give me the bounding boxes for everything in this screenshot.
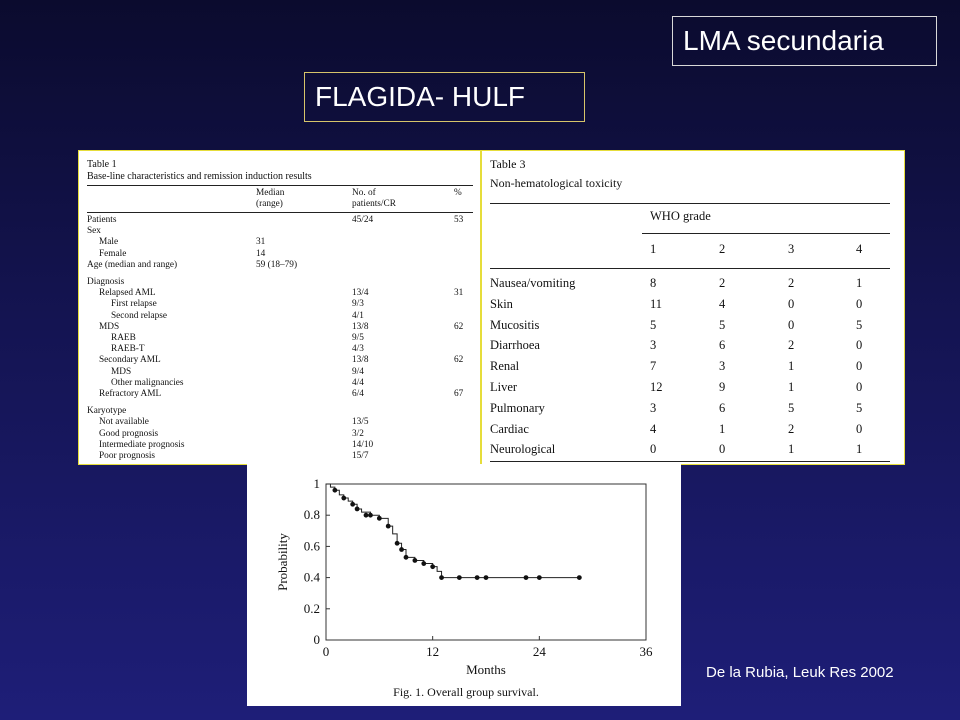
table3-cell-grade-1: 12 <box>650 380 663 394</box>
table3-row <box>482 439 906 460</box>
table1-cell-label: Second relapse <box>111 310 168 321</box>
censor-mark <box>377 516 382 521</box>
table1-cell-label: Male <box>99 237 119 248</box>
table3-cell-grade-1: 5 <box>650 317 657 332</box>
table3-cell-grade-3: 5 <box>788 400 795 415</box>
censor-mark <box>332 488 337 493</box>
table3-cell-grade-3: 0 <box>788 296 795 311</box>
table1-row <box>79 249 482 260</box>
chart-plot-frame <box>326 484 646 640</box>
citation: De la Rubia, Leuk Res 2002 <box>706 664 894 681</box>
table1-cell-no: 15/7 <box>352 451 369 461</box>
table3-cell-grade-3: 1 <box>788 442 795 457</box>
table3-row <box>482 419 906 440</box>
table1-row <box>79 299 482 310</box>
censor-mark <box>386 524 391 529</box>
censor-mark <box>421 561 426 566</box>
table1-caption: Table 1 <box>87 159 117 170</box>
table1-header-patients-cr: patients/CR <box>352 199 396 209</box>
table3-cell-grade-4: 0 <box>856 296 863 311</box>
table1-cell-no: 13/8 <box>352 355 369 366</box>
table1-cell-label: Not available <box>99 417 149 428</box>
table3-cell-label: Nausea/vomiting <box>490 276 576 290</box>
table1-cell-median: 31 <box>256 237 266 248</box>
table3-subcaption: Non-hematological toxicity <box>490 176 623 190</box>
slide-title-right <box>672 16 937 66</box>
table1-cell-label: Intermediate prognosis <box>99 439 185 450</box>
table3-cell-grade-1: 7 <box>650 359 657 374</box>
table1-row <box>79 260 482 271</box>
table1-cell-no: 4/1 <box>352 310 364 321</box>
table3-bottom-rule <box>490 461 890 462</box>
censor-mark <box>395 541 400 546</box>
table3-row <box>482 273 906 294</box>
table3-cell-label: Renal <box>490 359 520 374</box>
table1-header-median: Median <box>256 188 285 198</box>
table1-subcaption: Base-line characteristics and remission induction results <box>87 171 312 182</box>
table1-row <box>79 277 482 288</box>
table3-cell-grade-3: 1 <box>788 359 795 374</box>
table3-cell-grade-3: 2 <box>788 338 795 353</box>
table1-row <box>79 451 482 462</box>
y-tick-label: 0.4 <box>303 569 320 585</box>
table3-grade-header-row <box>482 239 906 260</box>
table1-row <box>79 215 482 226</box>
table3-cell-grade-4: 1 <box>856 442 863 457</box>
table1-cell-pct: 62 <box>454 355 464 366</box>
table1-row <box>79 417 482 428</box>
table1-cell-label: First relapse <box>111 299 157 310</box>
table3-grade-4: 4 <box>856 242 863 256</box>
table1-cell-no: 9/5 <box>352 333 364 343</box>
x-tick-label: 24 <box>532 644 546 659</box>
table3-cell-label: Pulmonary <box>490 400 545 415</box>
table1-cell-label: Good prognosis <box>99 428 159 439</box>
table1-cell-median: 59 (18–79) <box>256 259 298 270</box>
censor-mark <box>457 575 462 580</box>
table3-cell-grade-4: 0 <box>856 338 863 353</box>
table1-cell-label: Secondary AML <box>99 355 161 366</box>
table1-cell-label: Patients <box>87 215 117 225</box>
y-tick-label: 0.8 <box>303 507 320 523</box>
table3-group-rule <box>642 233 890 234</box>
table3-panel <box>481 150 905 465</box>
table3-cell-label: Diarrhoea <box>490 338 540 353</box>
censor-mark <box>412 558 417 563</box>
table3-cell-grade-1: 11 <box>650 296 663 311</box>
table1-row <box>79 406 482 417</box>
table1-row <box>79 226 482 237</box>
table3-row <box>482 356 906 377</box>
table1-cell-label: MDS <box>99 321 120 332</box>
table3-cell-grade-2: 9 <box>719 380 726 394</box>
x-tick-label: 36 <box>639 644 653 659</box>
table1-row <box>79 378 482 389</box>
table1-row <box>79 429 482 440</box>
table1-cell-label: Karyotype <box>87 406 127 417</box>
table3-cell-grade-3: 1 <box>788 380 795 394</box>
table3-cell-grade-1: 0 <box>650 442 657 457</box>
censor-mark <box>399 547 404 552</box>
table3-grade-3: 3 <box>788 242 795 256</box>
table1-header-row-2 <box>79 199 482 210</box>
table3-cell-grade-2: 0 <box>719 442 726 457</box>
table3-who-grade: WHO grade <box>650 209 711 223</box>
table3-cell-grade-1: 3 <box>650 400 657 415</box>
table3-cell-label: Skin <box>490 296 513 311</box>
y-tick-label: 0 <box>313 632 320 647</box>
x-axis-label: Months <box>466 662 506 677</box>
table1-cell-no: 6/4 <box>352 389 364 399</box>
table3-cell-grade-1: 8 <box>650 276 657 290</box>
table1-cell-pct: 31 <box>454 288 464 299</box>
table3-cell-grade-4: 1 <box>856 276 863 290</box>
table1-cell-no: 9/4 <box>352 366 364 377</box>
table1-cell-label: Other malignancies <box>111 377 184 388</box>
survival-chart <box>247 464 681 706</box>
table1-header-pct: % <box>454 188 462 198</box>
table3-cell-grade-1: 4 <box>650 421 657 436</box>
slide-title-center <box>304 72 585 122</box>
censor-mark <box>404 555 409 560</box>
table1-cell-label: Age (median and range) <box>87 259 178 270</box>
censor-mark <box>430 564 435 569</box>
table3-caption: Table 3 <box>490 157 526 171</box>
table1-cell-label: MDS <box>111 366 132 377</box>
table3-cell-grade-4: 5 <box>856 400 863 415</box>
table1-row <box>79 237 482 248</box>
table1-cell-pct: 67 <box>454 389 464 399</box>
table1-row <box>79 389 482 400</box>
table3-cell-grade-2: 4 <box>719 296 726 311</box>
table3-cell-label: Cardiac <box>490 421 529 436</box>
table1-cell-pct: 62 <box>454 321 464 332</box>
table1-row <box>79 440 482 451</box>
table3-cell-grade-4: 5 <box>856 317 863 332</box>
table1-cell-no: 14/10 <box>352 439 374 450</box>
table1-header-no: No. of <box>352 188 376 198</box>
table1-row <box>79 333 482 344</box>
table1-cell-label: Relapsed AML <box>99 288 156 299</box>
table1-cell-label: Diagnosis <box>87 277 125 287</box>
table3-grade-1: 1 <box>650 242 657 256</box>
survival-chart-panel <box>247 464 681 706</box>
y-tick-label: 0.6 <box>303 538 320 554</box>
table1-cell-label: Female <box>99 248 127 259</box>
table3-row <box>482 315 906 336</box>
censor-mark <box>368 513 373 518</box>
table3-row <box>482 335 906 356</box>
table1-cell-label: Poor prognosis <box>99 451 156 461</box>
table1-cell-no: 45/24 <box>352 215 374 225</box>
censor-mark <box>475 575 480 580</box>
table3-cell-grade-3: 0 <box>788 317 795 332</box>
table1-cell-label: RAEB <box>111 333 136 343</box>
y-tick-label: 1 <box>313 476 320 491</box>
table3-cell-grade-4: 0 <box>856 380 863 394</box>
table1-cell-no: 13/8 <box>352 321 369 332</box>
table1-row <box>79 355 482 366</box>
table1-row <box>79 344 482 355</box>
table1-cell-no: 13/5 <box>352 417 369 428</box>
table1-cell-no: 4/4 <box>352 377 364 388</box>
table3-cell-grade-2: 5 <box>719 317 726 332</box>
slide-title-center-text: FLAGIDA- HULF <box>315 81 526 112</box>
table3-top-rule <box>490 203 890 204</box>
table3-row <box>482 398 906 419</box>
y-axis-label: Probability <box>275 533 290 591</box>
table3-cell-label: Liver <box>490 380 518 394</box>
survival-step-line <box>326 484 579 578</box>
table3-cell-grade-2: 3 <box>719 359 726 374</box>
table1-cell-median: 14 <box>256 248 266 259</box>
table3-cell-label: Neurological <box>490 442 556 457</box>
table3-cell-grade-2: 6 <box>719 338 726 353</box>
table3-cell-grade-4: 0 <box>856 359 863 374</box>
table1-header-row-1 <box>79 188 482 199</box>
censor-mark <box>439 575 444 580</box>
table1-row <box>79 311 482 322</box>
table3-cell-grade-4: 0 <box>856 421 863 436</box>
table3-row <box>482 294 906 315</box>
table3-group-header-row <box>482 206 906 227</box>
table3-cell-grade-2: 2 <box>719 276 726 290</box>
table1-row <box>79 322 482 333</box>
censor-mark <box>524 575 529 580</box>
x-tick-label: 0 <box>322 644 330 659</box>
table3-cell-grade-3: 2 <box>788 276 795 290</box>
chart-title: Fig. 1. Overall group survival. <box>393 685 539 699</box>
censor-mark <box>484 575 489 580</box>
censor-mark <box>577 575 582 580</box>
table1-cell-no: 3/2 <box>352 428 364 439</box>
table3-cell-grade-2: 6 <box>719 400 726 415</box>
table3-row <box>482 377 906 398</box>
table1-cell-no: 13/4 <box>352 288 369 299</box>
table1-cell-no: 9/3 <box>352 299 364 310</box>
table1-panel <box>78 150 481 465</box>
table3-cell-grade-3: 2 <box>788 421 795 436</box>
y-tick-label: 0.2 <box>303 600 320 616</box>
table1-top-rule <box>87 185 473 186</box>
table3-cell-label: Mucositis <box>490 317 540 332</box>
censor-mark <box>350 502 355 507</box>
slide-title-right-text: LMA secundaria <box>683 25 884 56</box>
table1-cell-pct: 53 <box>454 215 464 225</box>
table1-row <box>79 288 482 299</box>
table1-cell-label: Sex <box>87 226 101 237</box>
table3-cell-grade-1: 3 <box>650 338 657 353</box>
x-tick-label: 12 <box>426 644 440 659</box>
table1-cell-no: 4/3 <box>352 344 364 355</box>
table1-row <box>79 367 482 378</box>
censor-mark <box>364 513 369 518</box>
table3-cell-grade-2: 1 <box>719 421 726 436</box>
censor-mark <box>341 496 346 501</box>
censor-mark <box>355 507 360 512</box>
table1-header-range: (range) <box>256 199 283 209</box>
censor-mark <box>537 575 542 580</box>
table3-header-rule <box>490 268 890 269</box>
table1-cell-label: RAEB-T <box>111 344 145 355</box>
table3-grade-2: 2 <box>719 242 726 256</box>
table1-header-rule <box>87 212 473 213</box>
table1-cell-label: Refractory AML <box>99 389 162 399</box>
